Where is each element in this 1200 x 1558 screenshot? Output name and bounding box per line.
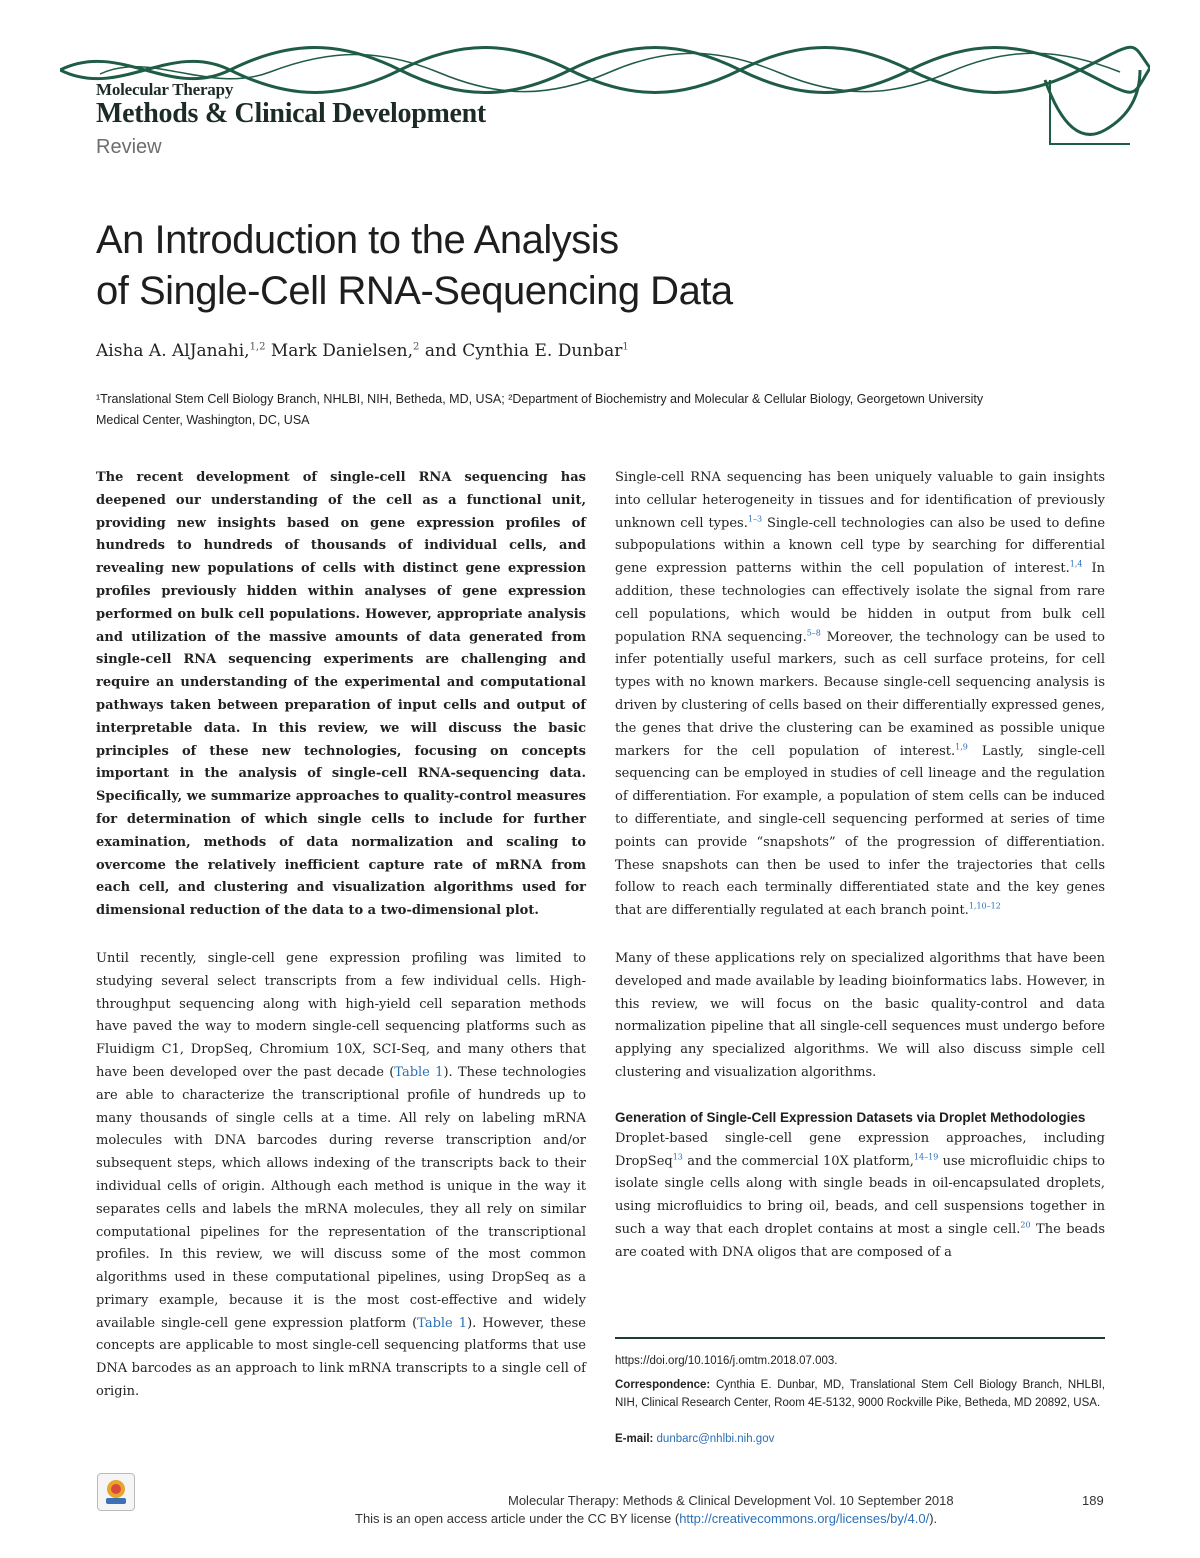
affiliations — [96, 389, 1108, 431]
text-segment: Single-cell technologies can also be used to define subpopulations within a known cell type by searching for differential gene expression patterns within the cell population of interest. — [615, 515, 1106, 577]
left-column — [96, 467, 586, 1404]
intro-text-2: ). These technologies are able to characterize the transcriptional profile of hundreds up to many thousands of single cells at a time. All rely on labeling mRNA molecules with DNA barcodes during reverse transcription and/or subsequent steps, which allows indexing of the transcripts back to their individual cells of origin. Although each method is unique in the way it separates cells and labels the mRNA molecules, they all rely on similar computational pipelines for the representation of the transcriptional profiles. In this review, we will discuss some of the most common algorithms used in these computational pipelines, using DropSeq as a primary example, because it is the most cost-effective and widely available single-cell gene expression platform ( — [96, 1064, 586, 1331]
citation-ref[interactable]: 20 — [1020, 1220, 1031, 1230]
license-text: This is an open access article under the CC BY license ( — [355, 1511, 680, 1526]
applications-paragraph — [615, 467, 1105, 923]
correspondence — [615, 1376, 1105, 1412]
title-line-1: An Introduction to the Analysis — [96, 218, 619, 262]
intro-paragraph — [96, 948, 586, 1404]
droplet-paragraph — [615, 1128, 1105, 1265]
scope-paragraph: Many of these applications rely on specialized algorithms that have been developed and made available by leading bioinformatics labs. However, in this review, we will focus on the basic quality-control and data normalization pipeline that all single-cell sequences must undergo before applying any specialized algorithms. We will also discuss simple cell clustering and visualization algorithms. — [615, 950, 1105, 1080]
page-number: 189 — [1082, 1493, 1104, 1508]
citation-ref[interactable]: 1–3 — [747, 514, 763, 524]
author-list — [96, 341, 629, 361]
text-segment: use microfluidic chips to isolate single cells along with single beads in oil-encapsulated droplets, using microfluidics to bring oil, beads, and cell suspensions together in such a way that each droplet contains at most a single cell. — [615, 1153, 1105, 1237]
citation-ref[interactable]: 13 — [672, 1152, 683, 1162]
author-3: and Cynthia E. Dunbar — [419, 341, 623, 361]
text-segment: In addition, these technologies can effectively isolate the signal from rare cell populations, which would be hidden in output from bulk cell population RNA sequencing. — [615, 561, 1105, 645]
text-segment: Droplet-based single-cell gene expression approaches, including DropSeq — [615, 1130, 1105, 1169]
correspondence-text: Cynthia E. Dunbar, MD, Translational Stem Cell Biology Branch, NHLBI, NIH, Clinical Research Center, Room 4E-5132, 9000 Rockville Pike, Betheda, MD 20892, USA. — [615, 1379, 1105, 1409]
author-2: Mark Danielsen, — [265, 341, 414, 361]
text-segment: Moreover, the technology can be used to infer potentially useful markers, such as cell surface proteins, for cell types with no known markers. Because single-cell sequencing analysis is driven by clustering of cells based on their differentially expressed genes, the genes that drive the clustering can be examined as possible unique markers for the cell population of interest. — [615, 629, 1105, 759]
author-2-affil: 2 — [413, 341, 420, 353]
table-1-link-2[interactable]: Table 1 — [417, 1315, 468, 1331]
text-segment: The beads are coated with DNA oligos that are composed of a — [615, 1221, 1105, 1260]
email-label: E-mail: — [615, 1433, 654, 1445]
citation-ref[interactable]: 5–8 — [806, 628, 821, 638]
journal-super-title: Molecular Therapy — [96, 80, 234, 99]
affiliations-line-1: ¹Translational Stem Cell Biology Branch, NHLBI, NIH, Betheda, MD, USA; ²Department of Biochemistry and Molecular & Cellular Biology, Georgetown University — [96, 392, 984, 406]
footnote-divider — [615, 1337, 1105, 1339]
table-1-link[interactable]: Table 1 — [394, 1064, 444, 1080]
intro-text-1: Until recently, single-cell gene expression profiling was limited to studying several select transcripts from a few individual cells. High-throughput sequencing along with high-yield cell separation methods have paved the way to modern single-cell sequencing platforms such as Fluidigm C1, DropSeq, Chromium 10X, SCI-Seq, and many others that have been developed over the past decade ( — [96, 950, 586, 1080]
text-segment: and the commercial 10X platform, — [682, 1153, 914, 1169]
crossmark-badge-icon[interactable] — [97, 1473, 135, 1511]
journal-name: Methods & Clinical Development — [96, 98, 486, 129]
footer-journal-issue: Molecular Therapy: Methods & Clinical Development Vol. 10 September 2018 — [508, 1493, 954, 1508]
article-type: Review — [96, 136, 162, 158]
correspondence-label: Correspondence: — [615, 1379, 711, 1391]
doi-link[interactable]: https://doi.org/10.1016/j.omtm.2018.07.003. — [615, 1355, 838, 1367]
intro-text-3: ). However, these concepts are applicable to most single-cell sequencing platforms that use DNA barcodes as an approach to link mRNA transcripts to a single cell of origin. — [96, 1315, 586, 1400]
author-1: Aisha A. AlJanahi, — [96, 341, 250, 361]
citation-ref[interactable]: 14–19 — [913, 1152, 939, 1162]
license-text-end: ). — [929, 1511, 938, 1526]
email-line — [615, 1430, 1105, 1448]
citation-ref[interactable]: 1,4 — [1069, 559, 1083, 569]
citation-ref[interactable]: 1,9 — [955, 742, 968, 752]
author-1-affil: 1,2 — [249, 341, 266, 353]
article-title — [96, 215, 996, 317]
license-line — [355, 1511, 937, 1526]
title-line-2: of Single-Cell RNA-Sequencing Data — [96, 269, 733, 313]
text-segment: Lastly, single-cell sequencing can be employed in studies of cell lineage and the regulation of differentiation. For example, a population of stem cells can be induced to differentiate, and single-cell sequencing performed at series of time points can provide “snapshots” of the progression of differentiation. These snapshots can then be used to infer the trajectories that cells follow to reach each terminally differentiated state and the key genes that are differentially regulated at each branch point. — [615, 743, 1106, 919]
right-column — [615, 467, 1105, 1265]
author-3-affil: 1 — [622, 341, 629, 353]
affiliations-line-2: Medical Center, Washington, DC, USA — [96, 413, 310, 427]
text-segment: Single-cell RNA sequencing has been uniquely valuable to gain insights into cellular heterogeneity in tissues and for identification of previously unknown cell types. — [615, 470, 1105, 531]
license-link[interactable]: http://creativecommons.org/licenses/by/4.0/ — [679, 1511, 930, 1526]
abstract: The recent development of single-cell RNA sequencing has deepened our understanding of the cell as a functional unit, providing new insights based on gene expression profiles of hundreds to hundreds of thousands of individual cells, and revealing new populations of cells with distinct gene expression profiles previously hidden within analyses of gene expression performed on bulk cell populations. However, appropriate analysis and utilization of the massive amounts of data generated from single-cell RNA sequencing experiments are challenging and require an understanding of the experimental and computational pathways taken between preparation of input cells and output of interpretable data. In this review, we will discuss the basic principles of these new technologies, focusing on concepts important in the analysis of single-cell RNA-sequencing data. Specifically, we summarize approaches to quality-control measures for determination of which single cells to include for further examination, methods of data normalization and scaling to overcome the relatively inefficient capture rate of mRNA from each cell, and clustering and visualization algorithms used for dimensional reduction of the data to a two-dimensional plot. — [96, 470, 586, 919]
citation-ref[interactable]: 1,10–12 — [968, 901, 1001, 911]
section-heading: Generation of Single-Cell Expression Datasets via Droplet Methodologies — [615, 1109, 1086, 1125]
email-link[interactable]: dunbarc@nhlbi.nih.gov — [653, 1433, 775, 1445]
